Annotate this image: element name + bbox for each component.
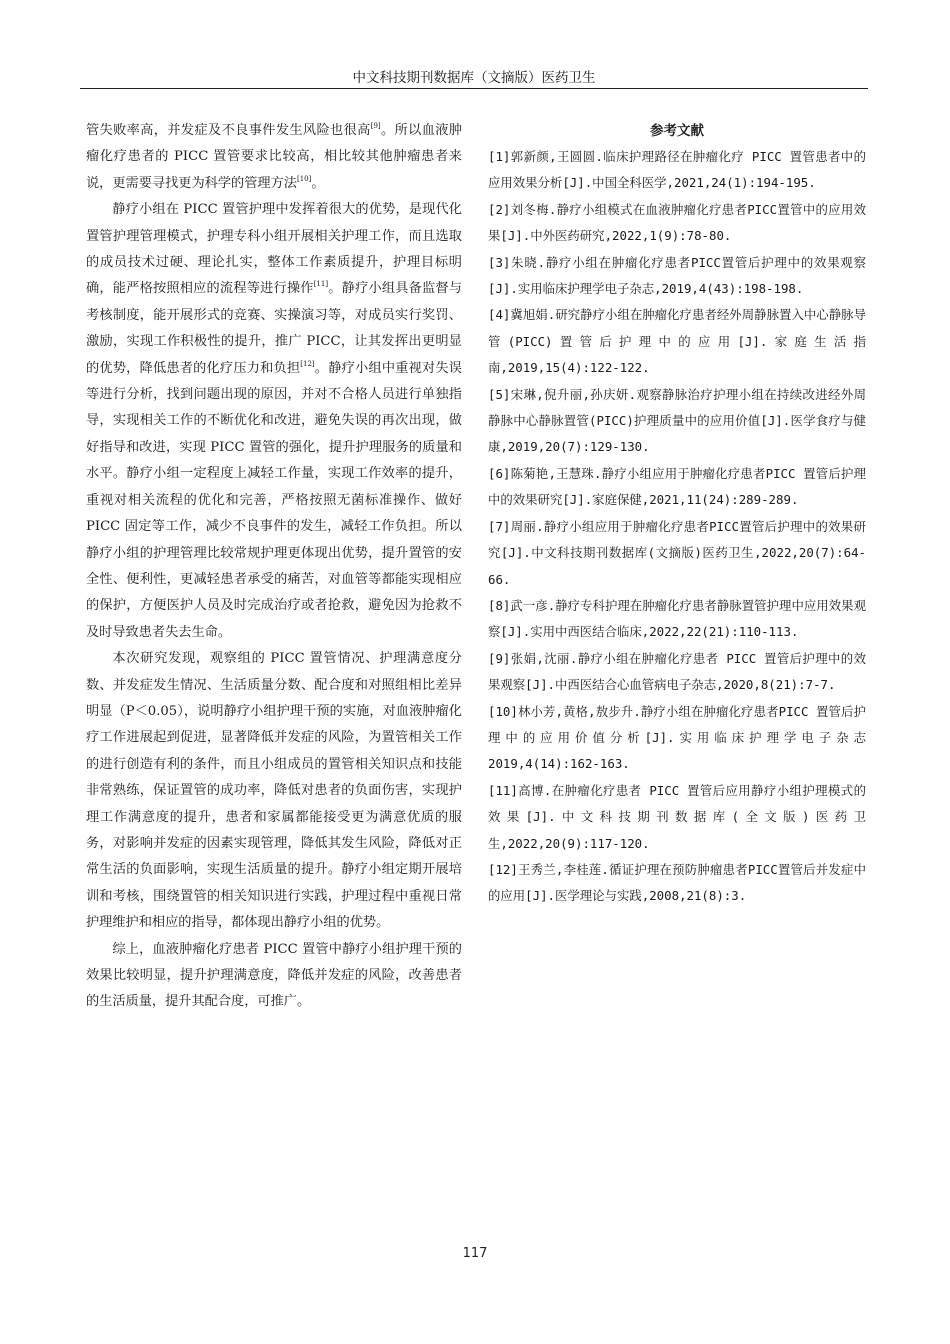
text-run: 静疗小组在 PICC 置管护理中发挥着很大的优势，是现代化置管护理管理模式，护理专科小组开展相关护理工作，而且选取的成员技术过硬、理论扎实，整体工作素质提升，护理目标明确，能严格按照相应的流程等进行操作 (86, 202, 462, 297)
text-run: 管失败率高，并发症及不良事件发生风险也很高 (86, 123, 371, 138)
reference-item: [1]郭新颜,王圆圆.临床护理路径在肿瘤化疗 PICC 置管患者中的应用效果分析[J].中国全科医学,2021,24(1):194-195. (488, 149, 866, 191)
reference-item: [12]王秀兰,李桂莲.循证护理在预防肿瘤患者PICC置管后并发症中的应用[J].医学理论与实践,2008,21(8):3. (488, 861, 866, 904)
reference-item: [11]高博.在肿瘤化疗患者 PICC 置管后应用静疗小组护理模式的效果[J].中文科技期刊数据库(全文版)医药卫生,2022,20(9):117-120. (488, 782, 866, 851)
reference-item: [10]林小芳,黄格,敖步升.静疗小组在肿瘤化疗患者PICC 置管后护理中的应用价值分析[J].实用临床护理学电子杂志 2019,4(14):162-163. (488, 703, 866, 772)
text-run: 。 (311, 175, 325, 191)
body-paragraph-2 (86, 197, 462, 646)
reference-item: [8]武一彦.静疗专科护理在肿瘤化疗患者静脉置管护理中应用效果观察[J].实用中西医结合临床,2022,22(21):110-113. (488, 597, 866, 640)
body-text-column (86, 118, 462, 1016)
reference-item: [7]周丽.静疗小组应用于肿瘤化疗患者PICC置管后护理中的效果研究[J].中文科技期刊数据库(文摘版)医药卫生,2022,20(7):64-66. (488, 518, 866, 587)
citation-10: [10] (297, 174, 312, 183)
body-paragraph-1 (86, 118, 462, 197)
running-header: 中文科技期刊数据库（文摘版）医药卫生 (352, 70, 596, 86)
reference-item: [9]张娟,沈丽.静疗小组在肿瘤化疗患者 PICC 置管后护理中的效果观察[J].中西医结合心血管病电子杂志,2020,8(21):7-7. (488, 650, 866, 693)
citation-12: [12] (300, 359, 315, 368)
references-section (488, 118, 866, 910)
text-run: 。静疗小组具备监督与考核制度，能开展形式的竞赛、实操演习等，对成员实行奖罚、激励，实现工作积极性的提升，推广 PICC，让其发挥出更明显的优势，降低患者的化疗压力和负担 (86, 281, 463, 376)
text-run: 。所以血液肿瘤化疗患者的 PICC 置管要求比较高，相比较其他肿瘤患者来说，更需要寻找更为科学的管理方法 (86, 123, 463, 191)
citation-9: [9] (370, 122, 381, 130)
body-paragraph-4: 综上，血液肿瘤化疗患者 PICC 置管中静疗小组护理干预的效果比较明显，提升护理满意度，降低并发症的风险，改善患者的生活质量，提升其配合度，可推广。 (86, 941, 462, 1010)
reference-item: [4]冀旭娟.研究静疗小组在肿瘤化疗患者经外周静脉置入中心静脉导管(PICC)置管后护理中的应用[J].家庭生活指南,2019,15(4):122-122. (488, 307, 866, 376)
reference-list (488, 144, 866, 910)
header-rule (80, 88, 868, 89)
text-run: 。静疗小组中重视对失误等进行分析，找到问题出现的原因，并对不合格人员进行单独指导，实现相关工作的不断优化和改进，避免失误的再次出现，做好指导和改进，实现 PICC 置管的强化，提升护理服务的质量和水平。静疗小组一定程度上减轻工作量，实现工作效率的提升，重视对相关流程的优化和完善，严格按照无菌标准操作、做好 PICC 固定等工作，减少不良事件的发生，减轻工作负担。所以静疗小组的护理管理比较常规护理更体现出优势，提升置管的安全性、便利性，更减轻患者承受的痛苦，对血管等都能实现相应的保护，方便医护人员及时完成治疗或者抢救，避免因为抢救不及时导致患者失去生命。 (86, 360, 462, 640)
reference-item: [6]陈菊艳,王慧珠.静疗小组应用于肿瘤化疗患者PICC 置管后护理中的效果研究[J].家庭保健,2021,11(24):289-289. (488, 465, 866, 508)
references-title: 参考文献 (650, 123, 704, 139)
reference-item: [3]朱晓.静疗小组在肿瘤化疗患者PICC置管后护理中的效果观察[J].实用临床护理学电子杂志,2019,4(43):198-198. (488, 254, 866, 297)
citation-11: [11] (313, 280, 329, 289)
reference-item: [2]刘冬梅.静疗小组模式在血液肿瘤化疗患者PICC置管中的应用效果[J].中外医药研究,2022,1(9):78-80. (488, 201, 866, 244)
body-paragraph-3: 本次研究发现，观察组的 PICC 置管情况、护理满意度分数、并发症发生情况、生活质量分数、配合度和对照组相比差异明显（P＜0.05），说明静疗小组护理干预的实施，对血液肿瘤化疗工作进展起到促进，显著降低并发症的风险，为置管相关工作的进行创造有利的条件，而且小组成员的置管相关知识点和技能非常熟练，保证置管的成功率，降低对患者的负面伤害，实现护理工作满意度的提升，患者和家属都能接受更为满意优质的服务，对影响并发症的因素实现管理，降低其发生风险，降低对正常生活的负面影响，实现生活质量的提升。静疗小组定期开展培训和考核，围绕置管的相关知识进行实践，护理过程中重视日常护理维护和相应的指导，都体现出静疗小组的优势。 (86, 651, 462, 931)
reference-item: [5]宋琳,倪升丽,孙庆妍.观察静脉治疗护理小组在持续改进经外周静脉中心静脉置管(PICC)护理质量中的应用价值[J].医学食疗与健康,2019,20(7):129-130. (488, 386, 866, 455)
page-number: 117 (462, 1246, 488, 1261)
